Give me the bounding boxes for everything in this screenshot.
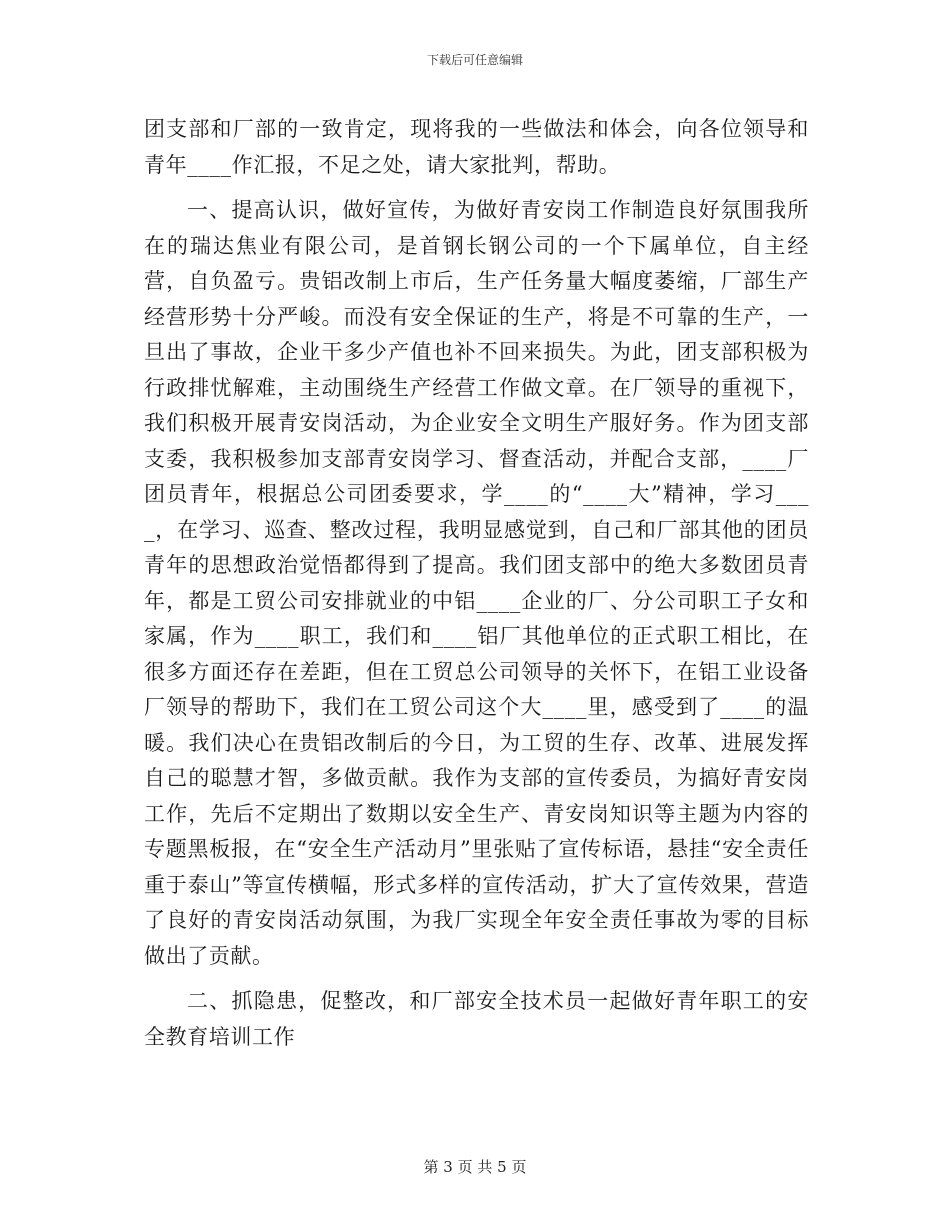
document-body	[144, 112, 809, 1055]
page-header-note: 下载后可任意编辑	[426, 53, 523, 67]
page-footer-number: 第 3 页 共 5 页	[423, 1158, 527, 1176]
paragraph-section-one: 一、提高认识，做好宣传，为做好青安岗工作制造良好氛围我所在的瑞达焦业有限公司，是首钢长钢公司的一个下属单位，自主经营，自负盈亏。贵铝改制上市后，生产任务量大幅度萎缩，厂部生产经营形势十分严峻。而没有安全保证的生产，将是不可靠的生产，一旦出了事故，企业干多少产值也补不回来损失。为此，团支部积极为行政排忧解难，主动围绕生产经营工作做文章。在厂领导的重视下，我们积极开展青安岗活动，为企业安全文明生产服好务。作为团支部支委，我积极参加支部青安岗学习、督查活动，并配合支部，____厂团员青年，根据总公司团委要求，学____的“____大”精神，学习____，在学习、巡查、整改过程，我明显感觉到，自己和厂部其他的团员青年的思想政治觉悟都得到了提高。我们团支部中的绝大多数团员青年，都是工贸公司安排就业的中铝____企业的厂、分公司职工子女和家属，作为____职工，我们和____铝厂其他单位的正式职工相比，在很多方面还存在差距，但在工贸总公司领导的关怀下，在铝工业设备厂领导的帮助下，我们在工贸公司这个大____里，感受到了____的温暖。我们决心在贵铝改制后的今日，为工贸的生存、改革、进展发挥自己的聪慧才智，多做贡献。我作为支部的宣传委员，为搞好青安岗工作，先后不定期出了数期以安全生产、青安岗知识等主题为内容的专题黑板报，在“安全生产活动月”里张贴了宣传标语，悬挂“安全责任重于泰山”等宣传横幅，形式多样的宣传活动，扩大了宣传效果，营造了良好的青安岗活动氛围，为我厂实现全年安全责任事故为零的目标做出了贡献。	[144, 198, 809, 968]
paragraph-section-two: 二、抓隐患，促整改，和厂部安全技术员一起做好青年职工的安全教育培训工作	[144, 989, 809, 1049]
paragraph-intro: 团支部和厂部的一致肯定，现将我的一些做法和体会，向各位领导和青年____作汇报，不足之处，请大家批判，帮助。	[144, 117, 809, 177]
